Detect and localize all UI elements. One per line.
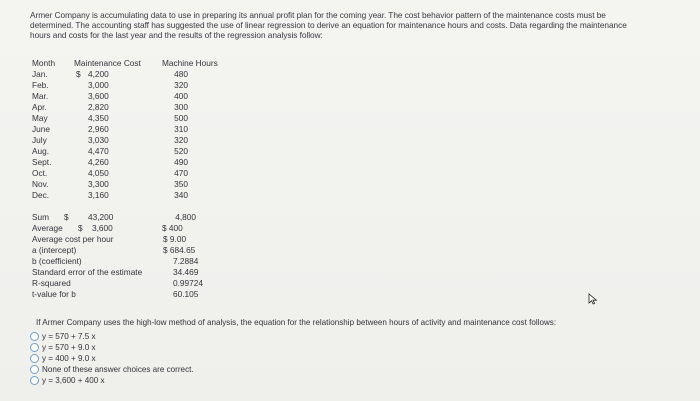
- radio-button-icon[interactable]: [30, 354, 39, 363]
- table-row: [32, 113, 188, 124]
- answer-option-4[interactable]: [30, 364, 194, 375]
- cell-month: Jan.: [32, 69, 48, 79]
- stat-row: [32, 278, 392, 289]
- stat-label: b (coefficient): [32, 256, 82, 266]
- header-hours: Machine Hours: [162, 58, 218, 68]
- cell-month: Nov.: [32, 179, 49, 189]
- table-row: [32, 69, 188, 80]
- intro-line-1: Armer Company is accumulating data to use in preparing its annual profit plan for the coming year. The cost behavior pattern of the maintenance costs must be: [30, 10, 606, 20]
- cell-cost: 4,350: [88, 113, 109, 123]
- stat-row: [32, 256, 392, 267]
- average-dollar: $: [78, 223, 83, 233]
- stat-label: Standard error of the estimate: [32, 267, 143, 277]
- sum-label: Sum: [32, 212, 50, 222]
- average-label: Average: [32, 223, 63, 233]
- option-label: y = 400 + 9.0 x: [42, 354, 96, 363]
- stat-row: [32, 289, 392, 300]
- cell-cost: 4,200: [88, 69, 109, 79]
- option-label: y = 570 + 7.5 x: [42, 332, 96, 341]
- cell-cost: 3,300: [88, 179, 109, 189]
- cell-hours: 490: [174, 157, 188, 167]
- table-row: [32, 190, 188, 201]
- cell-cost: 2,820: [88, 102, 109, 112]
- cell-hours: 320: [174, 80, 188, 90]
- cell-month: Apr.: [32, 102, 47, 112]
- stat-label: a (intercept): [32, 245, 77, 255]
- table-row: [32, 135, 188, 146]
- sum-row: [32, 212, 196, 223]
- stat-label: R-squared: [32, 278, 71, 288]
- cell-hours: 310: [174, 124, 188, 134]
- average-cost: 3,600: [92, 223, 113, 233]
- cell-cost: 3,030: [88, 135, 109, 145]
- radio-button-icon[interactable]: [30, 365, 39, 374]
- option-label: y = 570 + 9.0 x: [42, 343, 96, 352]
- average-row: [32, 223, 196, 234]
- intro-line-3: hours and costs for the last year and the results of the regression analysis follow:: [30, 30, 323, 40]
- cell-hours: 470: [174, 168, 188, 178]
- cell-hours: 340: [174, 190, 188, 200]
- radio-button-icon[interactable]: [30, 376, 39, 385]
- stat-label: Average cost per hour: [32, 234, 114, 244]
- cell-hours: 500: [174, 113, 188, 123]
- cell-hours: 480: [174, 69, 188, 79]
- option-label: y = 3,600 + 400 x: [42, 376, 105, 385]
- radio-button-icon[interactable]: [30, 343, 39, 352]
- sum-dollar: $: [64, 212, 69, 222]
- cell-cost: 4,260: [88, 157, 109, 167]
- stat-row: [32, 245, 392, 256]
- cell-dollar: $: [76, 69, 81, 79]
- cell-month: Sept.: [32, 157, 52, 167]
- cell-month: Feb.: [32, 80, 49, 90]
- table-row: [32, 157, 188, 168]
- cell-month: Aug.: [32, 146, 50, 156]
- cell-cost: 2,960: [88, 124, 109, 134]
- header-cost: Maintenance Cost: [74, 58, 141, 68]
- cell-month: July: [32, 135, 47, 145]
- answer-option-1[interactable]: [30, 331, 194, 342]
- stat-value: 0.99724: [173, 278, 203, 288]
- stat-value: 34.469: [173, 267, 199, 277]
- table-row: [32, 168, 188, 179]
- table-row: [32, 80, 188, 91]
- sum-cost: 43,200: [88, 212, 114, 222]
- radio-button-icon[interactable]: [30, 332, 39, 341]
- stat-value: 60.105: [173, 289, 199, 299]
- cell-cost: 3,600: [88, 91, 109, 101]
- cell-hours: 520: [174, 146, 188, 156]
- cell-month: Oct.: [32, 168, 48, 178]
- cell-month: May: [32, 113, 48, 123]
- cell-month: Mar.: [32, 91, 49, 101]
- cell-cost: 3,000: [88, 80, 109, 90]
- cell-month: June: [32, 124, 50, 134]
- cell-hours: 350: [174, 179, 188, 189]
- average-hours: $ 400: [162, 223, 183, 233]
- cell-hours: 400: [174, 91, 188, 101]
- answer-option-2[interactable]: [30, 342, 194, 353]
- option-label: None of these answer choices are correct.: [42, 365, 194, 374]
- table-row: [32, 179, 188, 190]
- stat-value: $ 9.00: [163, 234, 187, 244]
- stat-row: [32, 234, 392, 245]
- cell-cost: 4,050: [88, 168, 109, 178]
- question-text: If Armer Company uses the high-low method of analysis, the equation for the relationship between hours of activity and maintenance cost follows:: [36, 318, 557, 327]
- answer-option-3[interactable]: [30, 353, 194, 364]
- table-row: [32, 91, 188, 102]
- cell-hours: 320: [174, 135, 188, 145]
- cell-cost: 4,470: [88, 146, 109, 156]
- cell-month: Dec.: [32, 190, 50, 200]
- header-month: Month: [32, 58, 56, 68]
- cell-hours: 300: [174, 102, 188, 112]
- table-row: [32, 124, 188, 135]
- table-header: [32, 58, 232, 69]
- answer-option-5[interactable]: [30, 375, 194, 386]
- stat-value: 7.2884: [173, 256, 199, 266]
- stat-row: [32, 267, 392, 278]
- problem-intro: [30, 10, 690, 40]
- intro-line-2: determined. The accounting staff has suggested the use of linear regression to derive an equation for maintenance hours and costs. Data regarding the maintenance: [30, 20, 627, 30]
- table-row: [32, 102, 188, 113]
- cell-cost: 3,160: [88, 190, 109, 200]
- sum-hours: 4,800: [175, 212, 196, 222]
- table-row: [32, 146, 188, 157]
- stat-value: $ 684.65: [163, 245, 196, 255]
- stat-label: t-value for b: [32, 289, 76, 299]
- mouse-pointer-icon: [588, 293, 598, 305]
- answer-options: [30, 331, 194, 386]
